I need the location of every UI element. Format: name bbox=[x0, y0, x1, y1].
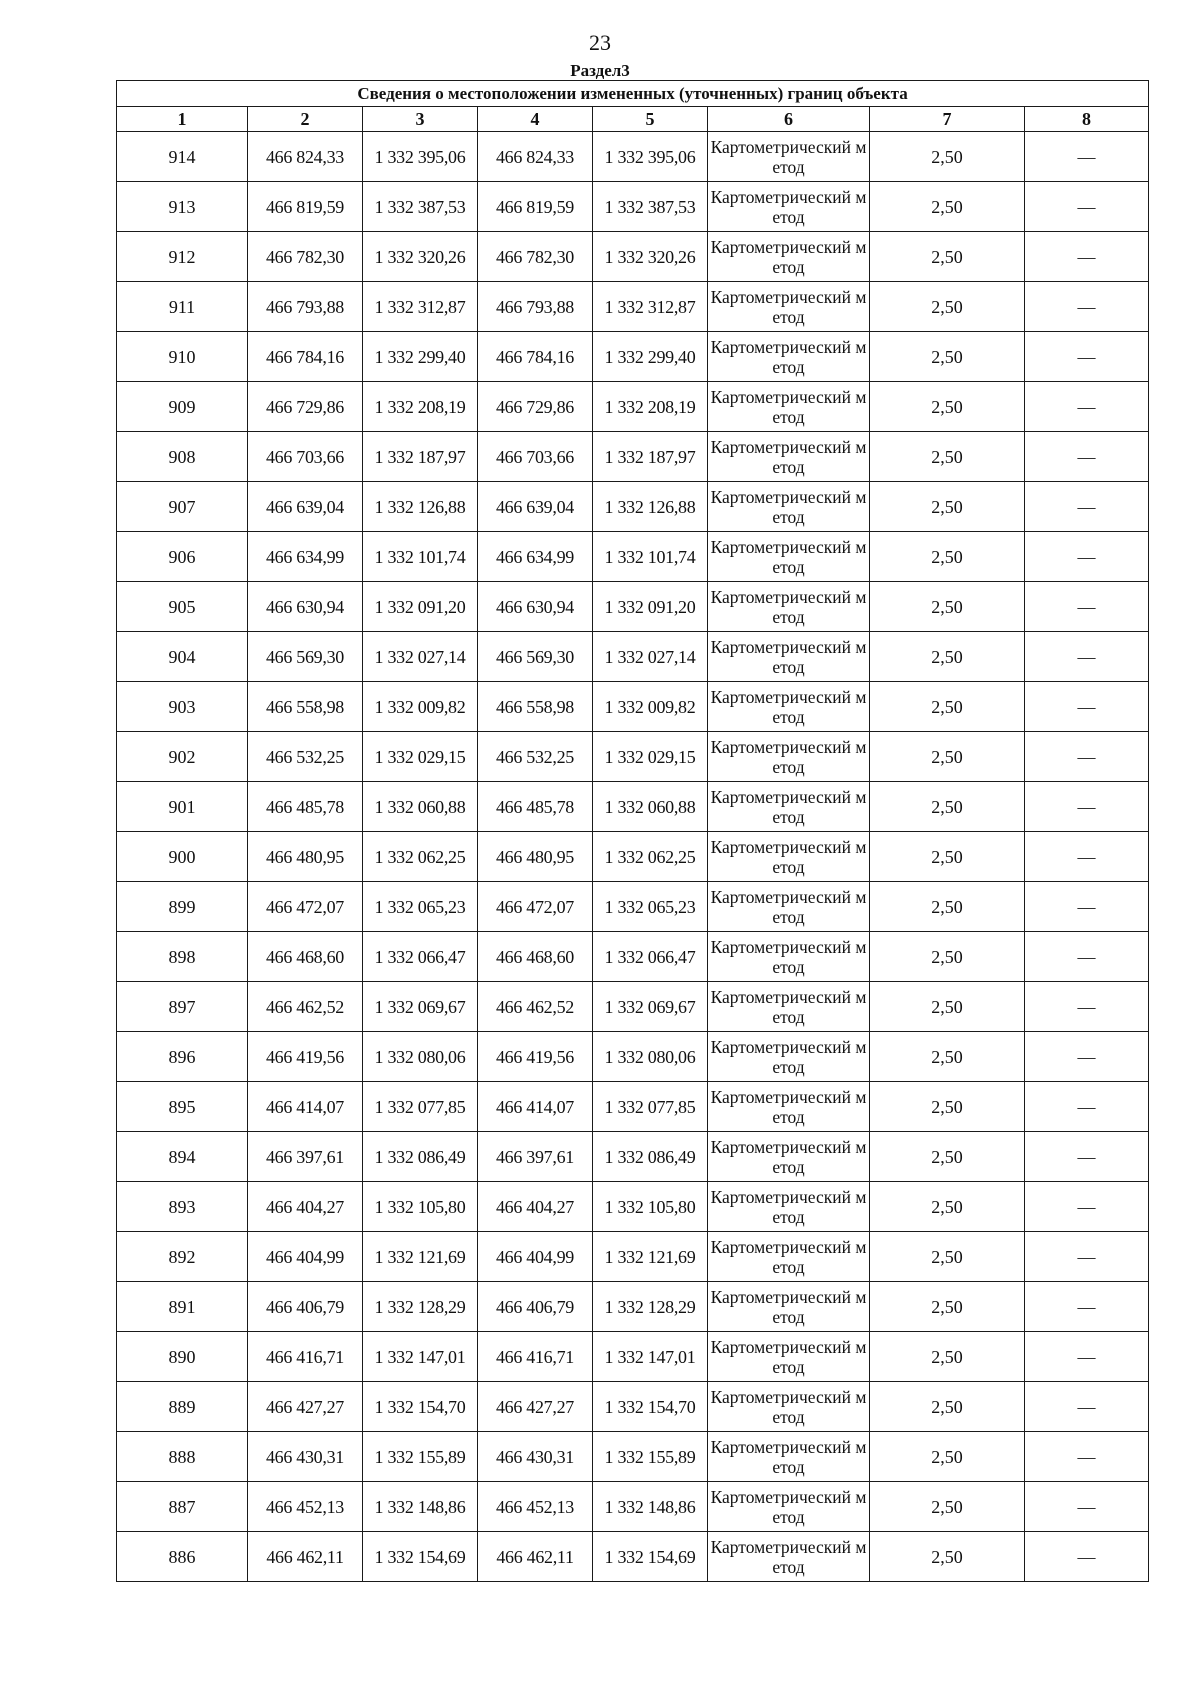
method-cell: Картометрический метод bbox=[708, 1432, 870, 1482]
method-cell: Картометрический метод bbox=[708, 832, 870, 882]
accuracy-cell: 2,50 bbox=[870, 332, 1025, 382]
description-cell: — bbox=[1025, 1532, 1149, 1582]
x-old-cell: 466 468,60 bbox=[248, 932, 363, 982]
x-old-cell: 466 462,11 bbox=[248, 1532, 363, 1582]
accuracy-cell: 2,50 bbox=[870, 882, 1025, 932]
method-cell: Картометрический метод bbox=[708, 532, 870, 582]
x-old-cell: 466 406,79 bbox=[248, 1282, 363, 1332]
description-cell: — bbox=[1025, 882, 1149, 932]
description-cell: — bbox=[1025, 282, 1149, 332]
section-label: Раздел3 bbox=[570, 61, 630, 80]
method-cell: Картометрический метод bbox=[708, 1282, 870, 1332]
column-header-row bbox=[117, 107, 1149, 132]
y-new-cell: 1 332 060,88 bbox=[593, 782, 708, 832]
point-number-cell: 903 bbox=[117, 682, 248, 732]
y-old-cell: 1 332 086,49 bbox=[363, 1132, 478, 1182]
x-new-cell: 466 430,31 bbox=[478, 1432, 593, 1482]
y-old-cell: 1 332 208,19 bbox=[363, 382, 478, 432]
y-old-cell: 1 332 299,40 bbox=[363, 332, 478, 382]
x-old-cell: 466 558,98 bbox=[248, 682, 363, 732]
point-number-cell: 888 bbox=[117, 1432, 248, 1482]
accuracy-cell: 2,50 bbox=[870, 1232, 1025, 1282]
description-cell: — bbox=[1025, 132, 1149, 182]
x-new-cell: 466 782,30 bbox=[478, 232, 593, 282]
accuracy-cell: 2,50 bbox=[870, 132, 1025, 182]
x-new-cell: 466 472,07 bbox=[478, 882, 593, 932]
point-number-cell: 912 bbox=[117, 232, 248, 282]
x-new-cell: 466 416,71 bbox=[478, 1332, 593, 1382]
accuracy-cell: 2,50 bbox=[870, 1082, 1025, 1132]
y-old-cell: 1 332 154,69 bbox=[363, 1532, 478, 1582]
method-cell: Картометрический метод bbox=[708, 782, 870, 832]
method-cell: Картометрический метод bbox=[708, 1182, 870, 1232]
accuracy-cell: 2,50 bbox=[870, 1132, 1025, 1182]
y-new-cell: 1 332 009,82 bbox=[593, 682, 708, 732]
x-old-cell: 466 427,27 bbox=[248, 1382, 363, 1432]
point-number-cell: 887 bbox=[117, 1482, 248, 1532]
method-cell: Картометрический метод bbox=[708, 982, 870, 1032]
accuracy-cell: 2,50 bbox=[870, 782, 1025, 832]
accuracy-cell: 2,50 bbox=[870, 182, 1025, 232]
accuracy-cell: 2,50 bbox=[870, 282, 1025, 332]
x-new-cell: 466 404,27 bbox=[478, 1182, 593, 1232]
y-old-cell: 1 332 148,86 bbox=[363, 1482, 478, 1532]
table-row bbox=[117, 332, 1149, 382]
description-cell: — bbox=[1025, 432, 1149, 482]
x-new-cell: 466 397,61 bbox=[478, 1132, 593, 1182]
y-old-cell: 1 332 101,74 bbox=[363, 532, 478, 582]
description-cell: — bbox=[1025, 832, 1149, 882]
column-header: 4 bbox=[478, 107, 593, 132]
accuracy-cell: 2,50 bbox=[870, 432, 1025, 482]
method-cell: Картометрический метод bbox=[708, 1482, 870, 1532]
accuracy-cell: 2,50 bbox=[870, 1432, 1025, 1482]
y-old-cell: 1 332 154,70 bbox=[363, 1382, 478, 1432]
point-number-cell: 911 bbox=[117, 282, 248, 332]
table-row bbox=[117, 1032, 1149, 1082]
table-row bbox=[117, 1532, 1149, 1582]
x-new-cell: 466 558,98 bbox=[478, 682, 593, 732]
x-old-cell: 466 397,61 bbox=[248, 1132, 363, 1182]
table-row bbox=[117, 1432, 1149, 1482]
accuracy-cell: 2,50 bbox=[870, 632, 1025, 682]
y-new-cell: 1 332 299,40 bbox=[593, 332, 708, 382]
accuracy-cell: 2,50 bbox=[870, 382, 1025, 432]
y-new-cell: 1 332 187,97 bbox=[593, 432, 708, 482]
y-new-cell: 1 332 027,14 bbox=[593, 632, 708, 682]
y-old-cell: 1 332 320,26 bbox=[363, 232, 478, 282]
accuracy-cell: 2,50 bbox=[870, 482, 1025, 532]
x-old-cell: 466 485,78 bbox=[248, 782, 363, 832]
y-old-cell: 1 332 077,85 bbox=[363, 1082, 478, 1132]
description-cell: — bbox=[1025, 732, 1149, 782]
table-row bbox=[117, 232, 1149, 282]
table-row bbox=[117, 1332, 1149, 1382]
y-new-cell: 1 332 069,67 bbox=[593, 982, 708, 1032]
table-title-row bbox=[117, 81, 1149, 107]
table-row bbox=[117, 582, 1149, 632]
accuracy-cell: 2,50 bbox=[870, 1332, 1025, 1382]
table-title: Сведения о местоположении измененных (уточненных) границ объекта bbox=[117, 81, 1149, 107]
table-row bbox=[117, 1232, 1149, 1282]
point-number-cell: 907 bbox=[117, 482, 248, 532]
y-new-cell: 1 332 066,47 bbox=[593, 932, 708, 982]
y-old-cell: 1 332 395,06 bbox=[363, 132, 478, 182]
column-header: 3 bbox=[363, 107, 478, 132]
table-row bbox=[117, 1132, 1149, 1182]
description-cell: — bbox=[1025, 582, 1149, 632]
x-old-cell: 466 703,66 bbox=[248, 432, 363, 482]
column-header: 2 bbox=[248, 107, 363, 132]
y-new-cell: 1 332 065,23 bbox=[593, 882, 708, 932]
table-row bbox=[117, 482, 1149, 532]
x-new-cell: 466 729,86 bbox=[478, 382, 593, 432]
method-cell: Картометрический метод bbox=[708, 1032, 870, 1082]
y-new-cell: 1 332 208,19 bbox=[593, 382, 708, 432]
table-row bbox=[117, 1482, 1149, 1532]
table-row bbox=[117, 882, 1149, 932]
x-old-cell: 466 569,30 bbox=[248, 632, 363, 682]
y-old-cell: 1 332 091,20 bbox=[363, 582, 478, 632]
table-row bbox=[117, 782, 1149, 832]
x-new-cell: 466 427,27 bbox=[478, 1382, 593, 1432]
table-row bbox=[117, 282, 1149, 332]
x-new-cell: 466 452,13 bbox=[478, 1482, 593, 1532]
x-old-cell: 466 414,07 bbox=[248, 1082, 363, 1132]
description-cell: — bbox=[1025, 382, 1149, 432]
x-new-cell: 466 819,59 bbox=[478, 182, 593, 232]
point-number-cell: 899 bbox=[117, 882, 248, 932]
x-old-cell: 466 419,56 bbox=[248, 1032, 363, 1082]
point-number-cell: 892 bbox=[117, 1232, 248, 1282]
x-new-cell: 466 793,88 bbox=[478, 282, 593, 332]
point-number-cell: 908 bbox=[117, 432, 248, 482]
x-new-cell: 466 532,25 bbox=[478, 732, 593, 782]
method-cell: Картометрический метод bbox=[708, 132, 870, 182]
x-old-cell: 466 634,99 bbox=[248, 532, 363, 582]
y-old-cell: 1 332 187,97 bbox=[363, 432, 478, 482]
point-number-cell: 893 bbox=[117, 1182, 248, 1232]
x-old-cell: 466 639,04 bbox=[248, 482, 363, 532]
description-cell: — bbox=[1025, 782, 1149, 832]
table-row bbox=[117, 432, 1149, 482]
y-old-cell: 1 332 155,89 bbox=[363, 1432, 478, 1482]
method-cell: Картометрический метод bbox=[708, 1332, 870, 1382]
y-new-cell: 1 332 320,26 bbox=[593, 232, 708, 282]
point-number-cell: 895 bbox=[117, 1082, 248, 1132]
y-old-cell: 1 332 060,88 bbox=[363, 782, 478, 832]
y-old-cell: 1 332 147,01 bbox=[363, 1332, 478, 1382]
accuracy-cell: 2,50 bbox=[870, 982, 1025, 1032]
description-cell: — bbox=[1025, 1332, 1149, 1382]
y-old-cell: 1 332 105,80 bbox=[363, 1182, 478, 1232]
y-old-cell: 1 332 387,53 bbox=[363, 182, 478, 232]
point-number-cell: 904 bbox=[117, 632, 248, 682]
description-cell: — bbox=[1025, 1432, 1149, 1482]
description-cell: — bbox=[1025, 232, 1149, 282]
y-old-cell: 1 332 128,29 bbox=[363, 1282, 478, 1332]
method-cell: Картометрический метод bbox=[708, 732, 870, 782]
accuracy-cell: 2,50 bbox=[870, 1182, 1025, 1232]
point-number-cell: 896 bbox=[117, 1032, 248, 1082]
point-number-cell: 900 bbox=[117, 832, 248, 882]
table-row bbox=[117, 1282, 1149, 1332]
x-new-cell: 466 784,16 bbox=[478, 332, 593, 382]
method-cell: Картометрический метод bbox=[708, 882, 870, 932]
method-cell: Картометрический метод bbox=[708, 1232, 870, 1282]
table-row bbox=[117, 382, 1149, 432]
table-row bbox=[117, 732, 1149, 782]
method-cell: Картометрический метод bbox=[708, 632, 870, 682]
x-old-cell: 466 416,71 bbox=[248, 1332, 363, 1382]
x-new-cell: 466 703,66 bbox=[478, 432, 593, 482]
x-old-cell: 466 729,86 bbox=[248, 382, 363, 432]
x-old-cell: 466 793,88 bbox=[248, 282, 363, 332]
accuracy-cell: 2,50 bbox=[870, 682, 1025, 732]
x-old-cell: 466 452,13 bbox=[248, 1482, 363, 1532]
point-number-cell: 905 bbox=[117, 582, 248, 632]
point-number-cell: 914 bbox=[117, 132, 248, 182]
method-cell: Картометрический метод bbox=[708, 432, 870, 482]
accuracy-cell: 2,50 bbox=[870, 532, 1025, 582]
table-row bbox=[117, 932, 1149, 982]
method-cell: Картометрический метод bbox=[708, 932, 870, 982]
table-row bbox=[117, 182, 1149, 232]
accuracy-cell: 2,50 bbox=[870, 1032, 1025, 1082]
y-old-cell: 1 332 126,88 bbox=[363, 482, 478, 532]
y-new-cell: 1 332 147,01 bbox=[593, 1332, 708, 1382]
method-cell: Картометрический метод bbox=[708, 382, 870, 432]
method-cell: Картометрический метод bbox=[708, 232, 870, 282]
point-number-cell: 906 bbox=[117, 532, 248, 582]
y-new-cell: 1 332 395,06 bbox=[593, 132, 708, 182]
y-new-cell: 1 332 128,29 bbox=[593, 1282, 708, 1332]
accuracy-cell: 2,50 bbox=[870, 1532, 1025, 1582]
y-old-cell: 1 332 121,69 bbox=[363, 1232, 478, 1282]
column-header: 8 bbox=[1025, 107, 1149, 132]
table-row bbox=[117, 1182, 1149, 1232]
point-number-cell: 894 bbox=[117, 1132, 248, 1182]
description-cell: — bbox=[1025, 1032, 1149, 1082]
x-new-cell: 466 824,33 bbox=[478, 132, 593, 182]
point-number-cell: 890 bbox=[117, 1332, 248, 1382]
table-row bbox=[117, 132, 1149, 182]
method-cell: Картометрический метод bbox=[708, 682, 870, 732]
description-cell: — bbox=[1025, 1082, 1149, 1132]
method-cell: Картометрический метод bbox=[708, 282, 870, 332]
accuracy-cell: 2,50 bbox=[870, 732, 1025, 782]
x-new-cell: 466 404,99 bbox=[478, 1232, 593, 1282]
accuracy-cell: 2,50 bbox=[870, 582, 1025, 632]
table-row bbox=[117, 682, 1149, 732]
y-old-cell: 1 332 062,25 bbox=[363, 832, 478, 882]
point-number-cell: 902 bbox=[117, 732, 248, 782]
x-old-cell: 466 480,95 bbox=[248, 832, 363, 882]
x-old-cell: 466 824,33 bbox=[248, 132, 363, 182]
y-new-cell: 1 332 312,87 bbox=[593, 282, 708, 332]
method-cell: Картометрический метод bbox=[708, 1082, 870, 1132]
method-cell: Картометрический метод bbox=[708, 582, 870, 632]
description-cell: — bbox=[1025, 982, 1149, 1032]
table-row bbox=[117, 1082, 1149, 1132]
point-number-cell: 897 bbox=[117, 982, 248, 1032]
point-number-cell: 901 bbox=[117, 782, 248, 832]
y-new-cell: 1 332 387,53 bbox=[593, 182, 708, 232]
table-row bbox=[117, 832, 1149, 882]
y-new-cell: 1 332 080,06 bbox=[593, 1032, 708, 1082]
y-new-cell: 1 332 105,80 bbox=[593, 1182, 708, 1232]
description-cell: — bbox=[1025, 182, 1149, 232]
y-new-cell: 1 332 154,70 bbox=[593, 1382, 708, 1432]
method-cell: Картометрический метод bbox=[708, 482, 870, 532]
x-new-cell: 466 634,99 bbox=[478, 532, 593, 582]
point-number-cell: 913 bbox=[117, 182, 248, 232]
x-new-cell: 466 639,04 bbox=[478, 482, 593, 532]
y-old-cell: 1 332 029,15 bbox=[363, 732, 478, 782]
accuracy-cell: 2,50 bbox=[870, 232, 1025, 282]
point-number-cell: 886 bbox=[117, 1532, 248, 1582]
y-old-cell: 1 332 312,87 bbox=[363, 282, 478, 332]
description-cell: — bbox=[1025, 332, 1149, 382]
x-new-cell: 466 480,95 bbox=[478, 832, 593, 882]
column-header: 1 bbox=[117, 107, 248, 132]
point-number-cell: 910 bbox=[117, 332, 248, 382]
x-new-cell: 466 406,79 bbox=[478, 1282, 593, 1332]
x-old-cell: 466 784,16 bbox=[248, 332, 363, 382]
description-cell: — bbox=[1025, 1132, 1149, 1182]
point-number-cell: 889 bbox=[117, 1382, 248, 1432]
x-old-cell: 466 630,94 bbox=[248, 582, 363, 632]
method-cell: Картометрический метод bbox=[708, 1532, 870, 1582]
x-new-cell: 466 419,56 bbox=[478, 1032, 593, 1082]
y-new-cell: 1 332 148,86 bbox=[593, 1482, 708, 1532]
y-new-cell: 1 332 121,69 bbox=[593, 1232, 708, 1282]
description-cell: — bbox=[1025, 1282, 1149, 1332]
column-header: 5 bbox=[593, 107, 708, 132]
x-new-cell: 466 462,52 bbox=[478, 982, 593, 1032]
x-old-cell: 466 782,30 bbox=[248, 232, 363, 282]
y-new-cell: 1 332 091,20 bbox=[593, 582, 708, 632]
y-old-cell: 1 332 069,67 bbox=[363, 982, 478, 1032]
x-new-cell: 466 468,60 bbox=[478, 932, 593, 982]
y-new-cell: 1 332 062,25 bbox=[593, 832, 708, 882]
description-cell: — bbox=[1025, 1382, 1149, 1432]
accuracy-cell: 2,50 bbox=[870, 1482, 1025, 1532]
column-header: 7 bbox=[870, 107, 1025, 132]
boundary-coordinates-table bbox=[116, 80, 1149, 1582]
x-new-cell: 466 485,78 bbox=[478, 782, 593, 832]
x-new-cell: 466 569,30 bbox=[478, 632, 593, 682]
description-cell: — bbox=[1025, 532, 1149, 582]
accuracy-cell: 2,50 bbox=[870, 932, 1025, 982]
y-new-cell: 1 332 154,69 bbox=[593, 1532, 708, 1582]
method-cell: Картометрический метод bbox=[708, 1382, 870, 1432]
page-number: 23 bbox=[589, 30, 611, 55]
method-cell: Картометрический метод bbox=[708, 332, 870, 382]
description-cell: — bbox=[1025, 632, 1149, 682]
description-cell: — bbox=[1025, 1482, 1149, 1532]
method-cell: Картометрический метод bbox=[708, 182, 870, 232]
x-old-cell: 466 404,27 bbox=[248, 1182, 363, 1232]
y-old-cell: 1 332 009,82 bbox=[363, 682, 478, 732]
x-old-cell: 466 819,59 bbox=[248, 182, 363, 232]
x-old-cell: 466 472,07 bbox=[248, 882, 363, 932]
accuracy-cell: 2,50 bbox=[870, 832, 1025, 882]
x-old-cell: 466 430,31 bbox=[248, 1432, 363, 1482]
x-new-cell: 466 630,94 bbox=[478, 582, 593, 632]
x-old-cell: 466 532,25 bbox=[248, 732, 363, 782]
y-new-cell: 1 332 086,49 bbox=[593, 1132, 708, 1182]
description-cell: — bbox=[1025, 482, 1149, 532]
table-row bbox=[117, 632, 1149, 682]
y-new-cell: 1 332 077,85 bbox=[593, 1082, 708, 1132]
y-old-cell: 1 332 080,06 bbox=[363, 1032, 478, 1082]
x-new-cell: 466 414,07 bbox=[478, 1082, 593, 1132]
description-cell: — bbox=[1025, 682, 1149, 732]
description-cell: — bbox=[1025, 932, 1149, 982]
point-number-cell: 891 bbox=[117, 1282, 248, 1332]
table-row bbox=[117, 532, 1149, 582]
y-new-cell: 1 332 029,15 bbox=[593, 732, 708, 782]
y-old-cell: 1 332 027,14 bbox=[363, 632, 478, 682]
accuracy-cell: 2,50 bbox=[870, 1282, 1025, 1332]
description-cell: — bbox=[1025, 1232, 1149, 1282]
table-row bbox=[117, 1382, 1149, 1432]
point-number-cell: 898 bbox=[117, 932, 248, 982]
y-new-cell: 1 332 155,89 bbox=[593, 1432, 708, 1482]
description-cell: — bbox=[1025, 1182, 1149, 1232]
point-number-cell: 909 bbox=[117, 382, 248, 432]
y-new-cell: 1 332 126,88 bbox=[593, 482, 708, 532]
y-new-cell: 1 332 101,74 bbox=[593, 532, 708, 582]
accuracy-cell: 2,50 bbox=[870, 1382, 1025, 1432]
y-old-cell: 1 332 066,47 bbox=[363, 932, 478, 982]
column-header: 6 bbox=[708, 107, 870, 132]
y-old-cell: 1 332 065,23 bbox=[363, 882, 478, 932]
x-old-cell: 466 404,99 bbox=[248, 1232, 363, 1282]
x-old-cell: 466 462,52 bbox=[248, 982, 363, 1032]
method-cell: Картометрический метод bbox=[708, 1132, 870, 1182]
x-new-cell: 466 462,11 bbox=[478, 1532, 593, 1582]
table-row bbox=[117, 982, 1149, 1032]
